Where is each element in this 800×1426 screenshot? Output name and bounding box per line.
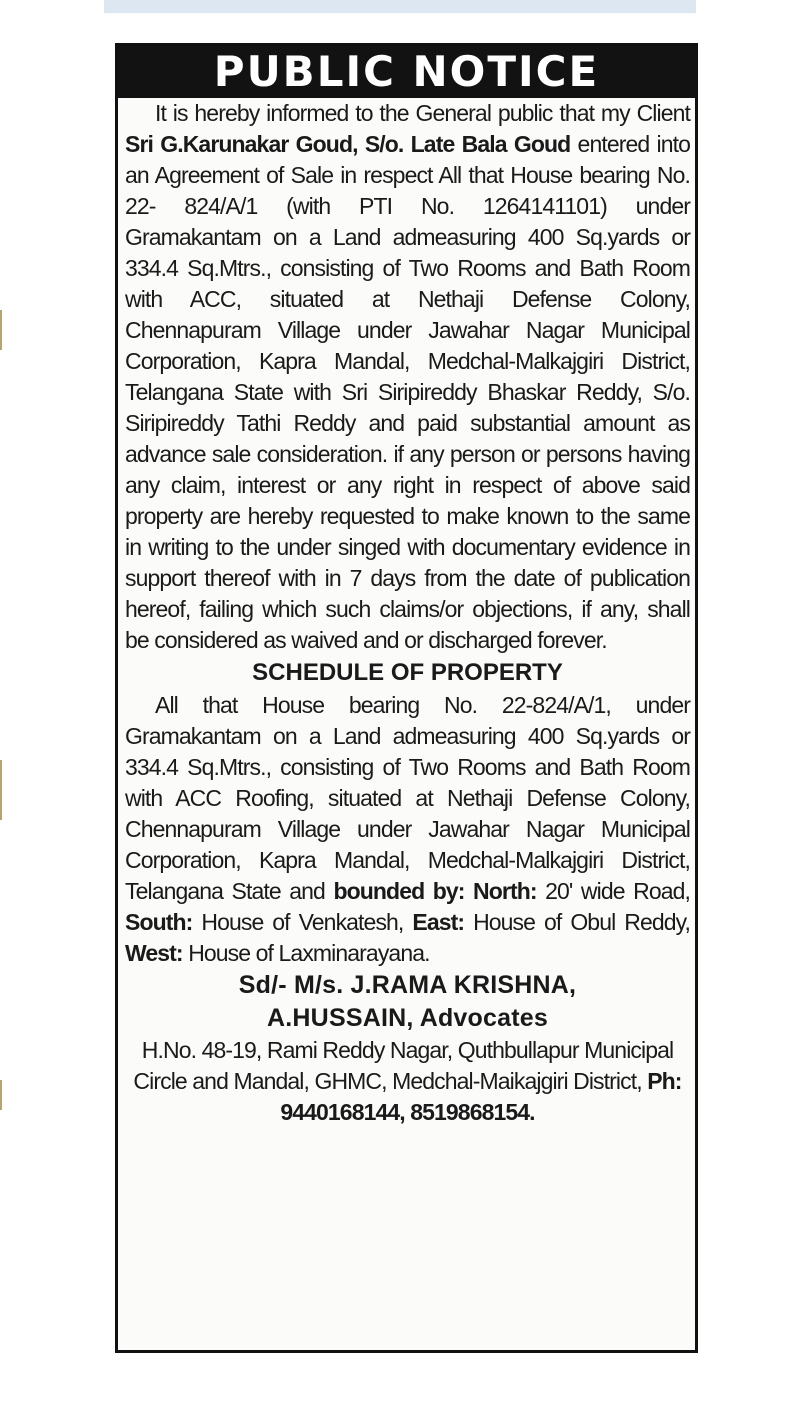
bounded-label: bounded by: North: bbox=[333, 878, 537, 904]
phone-label: Ph: bbox=[647, 1068, 682, 1094]
north-boundary: 20' wide Road, bbox=[536, 878, 691, 904]
intro-paragraph bbox=[125, 98, 690, 656]
schedule-text: All that House bearing No. 22-824/A/1, under Gramakantam on a Land admeasuring 400 Sq.yards or 334.4 Sq.Mtrs., consisting of Two Rooms and Bath Room with ACC Roofing, situated at Nethaji Defense Colony, Chennapuram Village under Jawahar Nagar Municipal Corporation, Kapra Mandal, Medchal-Malkajgiri District, Telangana State and bbox=[125, 692, 690, 904]
phone-numbers: 9440168144, 8519868154. bbox=[280, 1099, 535, 1125]
signature-line-2: A.HUSSAIN, Advocates bbox=[267, 1004, 548, 1032]
east-boundary: House of Obul Reddy, bbox=[464, 909, 691, 935]
schedule-heading: SCHEDULE OF PROPERTY bbox=[252, 659, 563, 686]
schedule-paragraph bbox=[125, 690, 690, 969]
notice-title: PUBLIC NOTICE bbox=[118, 46, 695, 98]
address-text: H.No. 48-19, Rami Reddy Nagar, Quthbullapur Municipal Circle and Mandal, GHMC, Medchal-Maikajgiri District, bbox=[133, 1037, 674, 1094]
signature-line-1: Sd/- M/s. J.RAMA KRISHNA, bbox=[238, 971, 577, 999]
notice-content bbox=[118, 98, 695, 1128]
edge-mark bbox=[0, 760, 2, 820]
west-label: West: bbox=[125, 940, 183, 966]
east-label: East: bbox=[412, 909, 465, 935]
advocate-address bbox=[125, 1035, 690, 1128]
south-label: South: bbox=[125, 909, 193, 935]
south-boundary: House of Venkatesh, bbox=[192, 909, 413, 935]
client-name: Sri G.Karunakar Goud, S/o. Late Bala Goud bbox=[125, 131, 571, 157]
intro-lead: It is hereby informed to the General public that my Client bbox=[155, 100, 690, 126]
left-edge-marks bbox=[0, 60, 3, 1360]
edge-mark bbox=[0, 1080, 2, 1110]
edge-mark bbox=[0, 310, 2, 350]
intro-body: entered into an Agreement of Sale in respect All that House bearing No. 22- 824/A/1 (with PTI No. 1264141101) under Gramakantam on a Land admeasuring 400 Sq.yards or 334.4 Sq.Mtrs., consisting of Two Rooms and Bath Room with ACC, situated at Nethaji Defense Colony, Chennapuram Village under Jawahar Nagar Municipal Corporation, Kapra Mandal, Medchal-Malkajgiri District, Telangana State with Sri Siripireddy Bhaskar Reddy, S/o. Siripireddy Tathi Reddy and paid substantial amount as advance sale consideration. if any person or persons having any claim, interest or any right in respect of above said property are hereby requested to make known to the same in writing to the under singed with documentary evidence in support thereof with in 7 days from the date of publication hereof, failing which such claims/or objections, if any, shall be considered as waived and or discharged forever. bbox=[125, 131, 690, 653]
public-notice-box bbox=[115, 43, 698, 1353]
west-boundary: House of Laxminarayana. bbox=[182, 940, 430, 966]
top-page-strip bbox=[104, 0, 696, 13]
